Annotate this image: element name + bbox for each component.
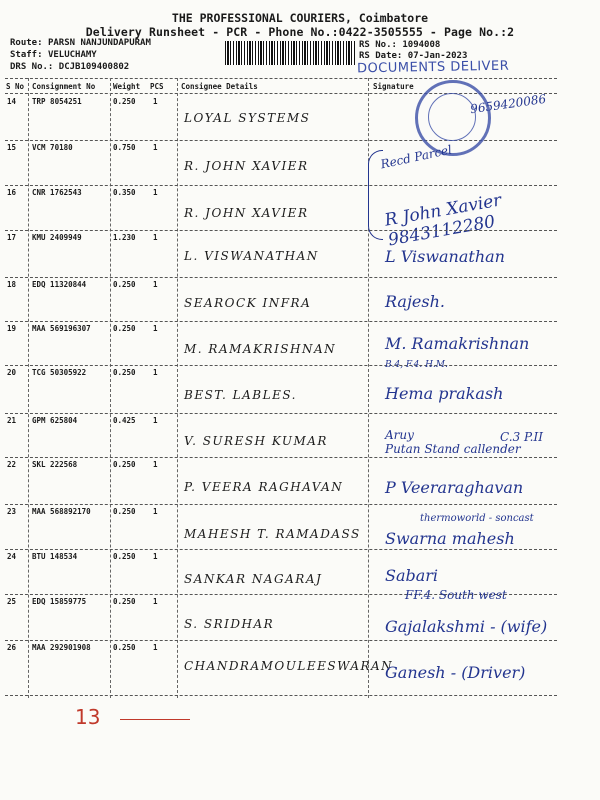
- row-weight: 0.350: [113, 188, 136, 197]
- row-pcs: 1: [153, 507, 158, 516]
- row-signature: L Viswanathan: [385, 247, 505, 266]
- row-pcs: 1: [153, 233, 158, 242]
- row-signature: Sabari: [385, 566, 439, 585]
- row-pcs: 1: [153, 460, 158, 469]
- barcode: [225, 41, 355, 65]
- row-sno: 17: [7, 233, 17, 242]
- row-consignee: SANKAR NAGARAJ: [184, 572, 323, 586]
- row-consignee: P. VEERA RAGHAVAN: [184, 480, 344, 494]
- row-consignment: VCM 70180: [32, 143, 73, 152]
- column-rule: [28, 78, 29, 698]
- row-consignment: TRP 8054251: [32, 97, 82, 106]
- row-divider: [5, 695, 557, 696]
- note-row24: FF.4. South west: [405, 588, 507, 602]
- row-consignment: MAA 568892170: [32, 507, 91, 516]
- row-consignment: MAA 292901908: [32, 643, 91, 652]
- divider: [5, 78, 557, 79]
- row-sno: 22: [7, 460, 17, 469]
- row-consignee: MAHESH T. RAMADASS: [184, 527, 361, 541]
- row-consignment: EDQ 11320844: [32, 280, 87, 289]
- row-pcs: 1: [153, 368, 158, 377]
- row-sno: 14: [7, 97, 17, 106]
- row-pcs: 1: [153, 143, 158, 152]
- row-weight: 1.230: [113, 233, 136, 242]
- row-signature: Rajesh.: [385, 292, 445, 311]
- rs-no-label: RS No.:: [359, 40, 397, 50]
- row-consignment: EDQ 15859775: [32, 597, 87, 606]
- note-row21: C.3 P.II: [500, 430, 543, 444]
- row-sno: 18: [7, 280, 17, 289]
- note-recd-parcel: Recd Parcel: [379, 142, 454, 172]
- route-line: [10, 38, 151, 49]
- row-weight: 0.250: [113, 460, 136, 469]
- row-divider: [5, 365, 557, 366]
- row-sno: 23: [7, 507, 17, 516]
- staff-value: VELUCHAMY: [47, 50, 97, 60]
- delivered-stamp: DOCUMENTS DELIVER: [356, 58, 510, 77]
- column-rule: [110, 78, 111, 698]
- row-consignee: CHANDRAMOULEESWARAN: [184, 659, 394, 673]
- note-row21-initials: Aruy: [385, 428, 414, 442]
- row-divider: [5, 230, 557, 231]
- row-sno: 15: [7, 143, 17, 152]
- row-consignee: S. SRIDHAR: [184, 617, 275, 631]
- column-rule: [177, 78, 178, 698]
- row-divider: [5, 457, 557, 458]
- row-consignee: LOYAL SYSTEMS: [184, 111, 311, 125]
- row-weight: 0.250: [113, 552, 136, 561]
- rs-date-value: 07-Jan-2023: [407, 51, 468, 61]
- drs-label: DRS No.:: [10, 62, 54, 72]
- col-signature: Signature: [373, 82, 414, 91]
- route-label: Route:: [10, 38, 43, 48]
- row-pcs: 1: [153, 188, 158, 197]
- row-sno: 21: [7, 416, 17, 425]
- row-signature: Swarna mahesh: [385, 529, 515, 548]
- row-weight: 0.250: [113, 597, 136, 606]
- row-pcs: 1: [153, 552, 158, 561]
- row-divider: [5, 504, 557, 505]
- row-signature: P Veeraraghavan: [385, 478, 524, 497]
- route-value: PARSN NANJUNDAPURAM: [47, 38, 151, 48]
- row-divider: [5, 185, 557, 186]
- row-signature: R John Xavier 9843112280: [383, 190, 503, 251]
- row-weight: 0.425: [113, 416, 136, 425]
- row-weight: 0.250: [113, 368, 136, 377]
- row-sno: 24: [7, 552, 17, 561]
- page-title: THE PROFESSIONAL COURIERS, Coimbatore: [171, 11, 429, 25]
- row-consignee: R. JOHN XAVIER: [184, 206, 309, 220]
- note-row19: B.4, F.4. H.M.: [385, 360, 448, 370]
- row-signature: Ganesh - (Driver): [385, 663, 526, 682]
- col-consignment: Consignment No: [32, 82, 96, 91]
- rs-date-label: RS Date:: [359, 51, 403, 61]
- col-pcs: PCS: [150, 82, 164, 91]
- row-weight: 0.250: [113, 324, 136, 333]
- row-consignee: R. JOHN XAVIER: [184, 159, 309, 173]
- row-weight: 0.750: [113, 143, 136, 152]
- row-pcs: 1: [153, 324, 158, 333]
- company-seal: [415, 80, 491, 156]
- footer-count: 13: [75, 705, 101, 729]
- row-sno: 19: [7, 324, 17, 333]
- row-divider: [5, 640, 557, 641]
- staff-line: [10, 50, 97, 61]
- row-consignment: SKL 222568: [32, 460, 78, 469]
- row-weight: 0.250: [113, 507, 136, 516]
- rs-no-line: [359, 40, 440, 51]
- drs-line: [10, 62, 129, 73]
- row-pcs: 1: [153, 97, 158, 106]
- row-signature: Hema prakash: [385, 384, 504, 403]
- row-sno: 16: [7, 188, 17, 197]
- staff-label: Staff:: [10, 50, 43, 60]
- row-weight: 0.250: [113, 97, 136, 106]
- row-consignment: KMU 2409949: [32, 233, 82, 242]
- row-signature: Gajalakshmi - (wife): [385, 617, 548, 636]
- row-sno: 25: [7, 597, 17, 606]
- row-weight: 0.250: [113, 643, 136, 652]
- row-signature: M. Ramakrishnan: [385, 334, 530, 353]
- drs-value: DCJB109400802: [58, 62, 130, 72]
- col-sno: S No: [6, 82, 25, 91]
- footer-underline: [120, 719, 190, 720]
- row-divider: [5, 321, 557, 322]
- row-consignee: L. VISWANATHAN: [184, 249, 319, 263]
- row-consignee: SEAROCK INFRA: [184, 296, 312, 310]
- row-consignment: GPM 625804: [32, 416, 78, 425]
- row-pcs: 1: [153, 416, 158, 425]
- row-divider: [5, 277, 557, 278]
- page-subtitle: Delivery Runsheet - PCR - Phone No.:0422-3505555 - Page No.:2: [85, 25, 515, 39]
- note-row23: thermoworld - soncast: [420, 513, 534, 524]
- row-pcs: 1: [153, 643, 158, 652]
- col-weight: Weight: [113, 82, 141, 91]
- row-consignment: MAA 569196307: [32, 324, 91, 333]
- rs-no-value: 1094008: [402, 40, 441, 50]
- row-consignment: CNR 1762543: [32, 188, 82, 197]
- row-consignee: BEST. LABLES.: [184, 388, 297, 402]
- row-sno: 26: [7, 643, 17, 652]
- row-pcs: 1: [153, 280, 158, 289]
- row-weight: 0.250: [113, 280, 136, 289]
- col-consignee: Consignee Details: [181, 82, 258, 91]
- row-signature: Putan Stand callender: [385, 442, 521, 456]
- row-consignee: M. RAMAKRISHNAN: [184, 342, 337, 356]
- row-divider: [5, 549, 557, 550]
- row-consignee: V. SURESH KUMAR: [184, 434, 328, 448]
- row-consignment: TCG 50305922: [32, 368, 87, 377]
- row-consignment: BTU 148534: [32, 552, 78, 561]
- row-divider: [5, 413, 557, 414]
- row-pcs: 1: [153, 597, 158, 606]
- row-sno: 20: [7, 368, 17, 377]
- row-signature: 9659420086: [469, 91, 547, 117]
